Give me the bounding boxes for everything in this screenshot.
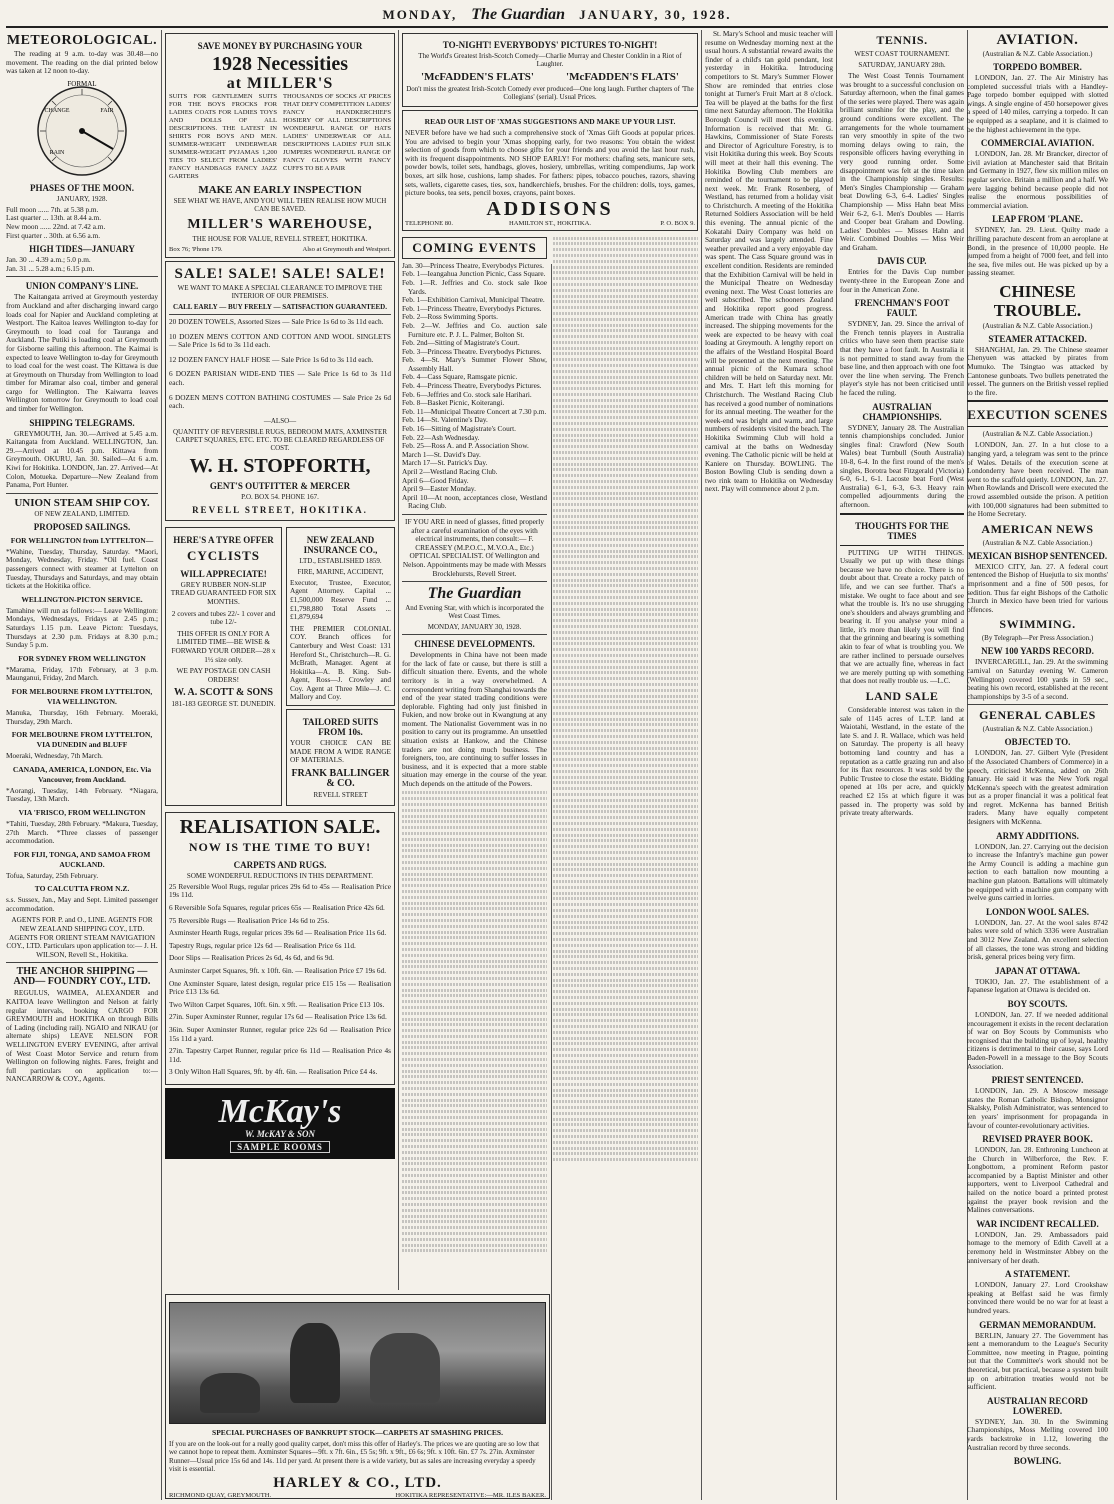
- events-head: COMING EVENTS: [412, 239, 537, 255]
- exec-text: LONDON, Jan. 27. In a hut close to a hanging yard, a telegram was sent to the prince of Wales. Details of the execution scene at Londonderry have been received. The man went to the scaffold quietly. LONDON, Jan. 27. When Rowlands and Driscoll were executed the crowd assembled outside the prison. A petition with 100,000 signatures had been submitted to the Home Secretary.: [967, 440, 1108, 519]
- swimming-heading: SWIMMING.: [999, 617, 1076, 632]
- column-tennis: [840, 30, 964, 1500]
- memo-heading: GERMAN MEMORANDUM.: [979, 1319, 1096, 1330]
- sale-item: 10 DOZEN MEN'S COTTON AND COTTON AND WOOL SINGLETS — Sale Price 1s 6d to 3s 11d each.: [169, 331, 391, 350]
- land-text: Considerable interest was taken in the sale of 1145 acres of L.T.P. land at Waiotahi, Westland, in the estate of the late S. and J. R. Wallace, which was held on Saturday. The property is all heavy bottoming land country and has a reputation as a cattle grazing run and also for its flax resources. It was sold by the Public Trustee to close the estate. Bidding opened at 10s per acre, and quickly reached £2 15s at which figure it was passed in. The property was sold by private treaty afterwards.: [840, 705, 964, 818]
- thoughts-heading: THOUGHTS FOR THE TIMES: [855, 520, 949, 541]
- sydney-heading: FOR SYDNEY FROM WELLINGTON: [18, 653, 146, 663]
- event-item: Feb. 22—Ash Wednesday.: [402, 432, 480, 442]
- realisation-head: REALISATION SALE.: [179, 815, 381, 838]
- harley-firm: HARLEY & CO., LTD.: [273, 1474, 442, 1491]
- tailored-text: YOUR CHOICE CAN BE MADE FROM A WIDE RANGE OF MATERIALS.: [290, 738, 391, 765]
- phase-item: Last quarter ... 13th. at 8.44 a.m.: [6, 213, 102, 223]
- event-item: Feb. 16—Sitting of Magistrate's Court.: [402, 424, 517, 434]
- land-heading: LAND SALE: [865, 689, 939, 704]
- frisco-heading: VIA 'FRISCO, FROM WELLINGTON: [18, 807, 146, 817]
- realisation-sub3: SOME WONDERFUL REDUCTIONS IN THIS DEPARTMENT.: [186, 871, 374, 880]
- union-text: The Kaitangata arrived at Greymouth yesterday from Auckland and after discharging inward cargo loads coal for Napier and Auckland completing at Westport. The Kaitoa leaves Wellington to-day for Greymouth to load coal for Tauranga and Auckland. The Putiki is loading coal at Greymouth for Gisborne sailing this afternoon. The Kaimai is expected to leave Wellington to-day for Greymouth to load coal for the west coast. The Kittawa is due at Greymouth on Thursday from Wellington to load timber for Miramar also coal, timber and general cargo for Wellington. The Kaiwarra leaves Wellington tomorrow for Greymouth to load coal and timber for Wellington.: [6, 292, 158, 414]
- event-item: Feb. 2nd—Sitting of Magistrate's Court.: [402, 338, 520, 348]
- japan-text: TOKIO, Jan. 27. The establishment of a Japanese legation at Ottawa is decided on.: [967, 976, 1108, 995]
- optical-text: IF YOU ARE in need of glasses, fitted properly after a careful examination of the eyes with electrical instruments, then consult:— F. CREASSEY (M.P.O.C., M.V.O.A., Etc.) OPTICAL SPECIALIST. Of Wellington and Nelson. Appointments may be made with Messrs Brocklehursts, Revell Street.: [402, 516, 547, 578]
- xmas-head: READ OUR LIST OF 'XMAS SUGGESTIONS AND MAKE UP YOUR LIST.: [424, 117, 676, 126]
- tailored-firm: FRANK BALLINGER & CO.: [291, 767, 390, 789]
- millers-warehouse: MILLER'S WAREHOUSE,: [187, 217, 373, 232]
- mckay-tag: SAMPLE ROOMS: [230, 1141, 330, 1154]
- realisation-item: 27in. Super Axminster Runner, regular 17s 6d — Realisation Price 13s 6d.: [169, 1012, 387, 1022]
- millers-lists: [169, 93, 391, 181]
- tennis-sub: WEST COAST TOURNAMENT.: [854, 50, 950, 58]
- phases-month: JANUARY, 1928.: [56, 194, 108, 203]
- agents-text: AGENTS FOR P. and O., LINE. AGENTS FOR NEW ZEALAND SHIPPING COY., LTD. AGENTS FOR ORIENT STEAM NAVIGATION COY., LTD. Particulars upon application to:— J. H. WILSON, Revell St., Hokitika.: [6, 915, 158, 959]
- realisation-item: One Axminster Square, latest design, regular price £15 15s — Realisation Price £13 13s 6d.: [169, 978, 391, 997]
- event-item: April 10—At noon, acceptances close, Westland Racing Club.: [402, 492, 547, 511]
- millers-ad: [165, 33, 395, 258]
- tennis-date: SATURDAY, JANUARY 28th.: [858, 61, 946, 69]
- millers-head1: SAVE MONEY BY PURCHASING YOUR: [197, 41, 363, 51]
- film-titles: [405, 71, 695, 84]
- sale-item: 12 DOZEN FANCY HALF HOSE — Sale Price 1s 6d to 3s 11d each.: [169, 354, 374, 364]
- tailored-head: TAILORED SUITS FROM 10s.: [302, 717, 379, 738]
- aviation-heading: AVIATION.: [996, 32, 1079, 48]
- leap-heading: LEAP FROM 'PLANE.: [992, 214, 1083, 225]
- army-text: LONDON, Jan. 27. Carrying out the decision to increase the Infantry's machine gun power the Army Council is adding a machine gun section to each battalion now mounting a machine gun platoon. Battalions will ultimately be equipped with a machine gun company with twelve guns carried in lorries.: [967, 841, 1108, 903]
- realisation-item: Door Slips — Realisation Prices 2s 6d, 4s 6d, and 6s 9d.: [169, 953, 334, 963]
- local-news-text: St. Mary's School and music teacher will resume on Wednesday morning next at the usual hours. A substantial reward awaits the finder of a child's tan gold pendant, lost yesterday in Hokitika. Introducing competitors to St. Mary's Summer Flower Show are reminded that entries close tonight at Turner's Fruit Mart at 8 o'clock. Tea will be played at the baths for the first time next Saturday afternoon. The Hokitika Borough Council will meet this evening. Information is received that Mr. G. Hawkins, Commissioner of State Forests and Director of Agriculture Forestry, is to visit Hokitika during this week. Boy Scouts will meet at their hall this evening. The Hokitika Bowling Club members are reminded of the tournament to be played next week. Mr. Frank Rosenberg, of Westland, has returned from a holiday visit to Christchurch. A meeting of the Hokitika Returned Soldiers Association will be held this evening. The annual picnic of the Kokatahi Dairy Company was held on Saturday and was largely attended. Fine weather prevailed and a very enjoyable day was spent. The Cass Square ground was in excellent condition. Residents are reminded that the Exhibition Carnival will be held in the Municipal Theatre on Wednesday evening next. The West Coast lotteries are well subscribed. The schooners Zealand and Hokitika report good progress. American trade with China has greatly increased. The shipping movements for the week are expected to be heavy with coal loading at Greymouth. A lengthy report on the affairs of the Westland Hospital Board will be presented at the next meeting. The annual picnic of the Kumara school children will be held on Saturday next. Mr. and Mrs. T. Hart left this morning for Christchurch. The Westland Racing Club has received a good number of nominations for its annual meeting. The weather for the week-end was bright and warm, and large numbers of residents visited the beach. The Hokitika Swimming Club will hold a carnival at the baths on Wednesday evening. The Catholic picnic will be held at Kaniere on Thursday. BOWLING. The Boston Bowling Club is sending down a two rink team to Hokitika on Wednesday next. Play will commence about 2 p.m.: [705, 30, 833, 494]
- aust-text: SYDNEY, January 28. The Australian tennis championships concluded. Junior singles final: Crawford (New South Wales) beat Turnbull (South Australia) 10-8, 6-4. In the first round of the men's singles, Borotra beat Fitzgerald (Victoria) 6-0, 6-1, 6-1. Lacoste beat Ford (West Australia) 6-1, 6-3, 6-3. Heavy rain compelled adjournments during the afternoon.: [840, 422, 964, 509]
- guardian-title: The Guardian: [427, 585, 522, 603]
- event-item: Feb. 1—Ieangahua Junction Picnic, Cass Square.: [402, 269, 546, 279]
- phases-heading: PHASES OF THE MOON.: [29, 182, 134, 193]
- sale-sub: WE WANT TO MAKE A SPECIAL CLEARANCE TO IMPROVE THE INTERIOR OF OUR PREMISES.: [177, 284, 383, 300]
- tailored-ad: [286, 709, 395, 806]
- tennis-heading: TENNIS.: [876, 33, 928, 47]
- stopforth-sub: GENT'S OUTFITTER & MERCER: [209, 480, 351, 491]
- prayer-text: LONDON, Jan. 28. Enthroning Luncheon at the Church in Wilberforce, the Rev. F. Longbottom, a prominent Reform pastor accompanied by a Baptist Minister and other supporters, went to Liverpool Cathedral and nailed on the notice board a printed protest against the prayer book revision and the Malines conversations.: [967, 1145, 1108, 1215]
- events-column: [402, 234, 547, 1255]
- dial-top-label: FORMAL: [67, 79, 97, 88]
- barometer-dial: [6, 79, 158, 179]
- pictures-ad: [402, 33, 698, 107]
- millers-box: Box 76; 'Phone 179.: [169, 246, 223, 253]
- exec-heading: EXECUTION SCENES: [967, 407, 1108, 423]
- scouts-text: LONDON, Jan. 27. If we needed additional encouragement it exists in the recent declaration of war on Boy Scouts by Communists who recognised that the building up of loyal, healthy citizens is detrimental to their cause, says Lord Baden-Powell in a message to the Boy Scouts Association.: [967, 1009, 1108, 1071]
- tides-heading: HIGH TIDES—JANUARY: [29, 244, 135, 255]
- american-heading: AMERICAN NEWS: [981, 521, 1094, 536]
- addisons-footer: [405, 220, 695, 228]
- memo-text: BERLIN, January 27. The Government has sent a memorandum to the League's Security Committee, now meeting in Prague, pointing out that the Committee's work should not be theoretical, but practical, because a system built up on arbitration treaties would not be sufficient.: [967, 1330, 1108, 1392]
- prayer-heading: REVISED PRAYER BOOK.: [982, 1134, 1093, 1145]
- event-item: March 17—St. Patrick's Day.: [402, 458, 488, 468]
- phase-item: New moon ...... 22nd. at 7.42 a.m.: [6, 221, 106, 231]
- phase-item: First quarter .. 30th. at 6.56 a.m.: [6, 230, 101, 240]
- realisation-item: Tapestry Rugs, regular price 12s 6d — Realisation Price 6s 11d.: [169, 940, 356, 950]
- column-local-news: [705, 30, 833, 1500]
- harley-text: If you are on the look-out for a really good quality carpet, don't miss this offer of Harley's. The prices we are quoting are so low that we cannot hope to repeat them. Axminster Squares—9ft. x 7ft. 6in., £5 5s; 9ft. x 9ft., £6 6s; 9ft. x 10ft. 6in. £7 7s. 27in. Axminster Runner—Usual price 15s 6d and 14s. 11d per yard. At present there is a wide variety, but as sales are increasing everyday a speedy visit is essential.: [169, 1440, 540, 1474]
- tyre-l6: THIS OFFER IS ONLY FOR A LIMITED TIME—BE WISE & FORWARD YOUR ORDER—28 x 1½ size only.: [171, 628, 276, 664]
- column-3b: [553, 234, 698, 1255]
- guardian-date: MONDAY, JANUARY 30, 1928.: [427, 623, 522, 632]
- mckay-name: McKay's: [218, 1092, 342, 1130]
- event-item: Feb. 11—Municipal Theatre Concert at 7.30 p.m.: [402, 406, 547, 416]
- newspaper-page: [6, 4, 1108, 1500]
- millers-warehouse-sub: THE HOUSE FOR VALUE, REVELL STREET, HOKITIKA.: [192, 235, 368, 243]
- comm-heading: COMMERCIAL AVIATION.: [980, 138, 1095, 149]
- xmas-text: NEVER before have we had such a comprehensive stock of 'Xmas Gift Goods at popular prices. You are advised to begin your 'Xmas shopping early, for two reasons: You obtain the widest selection of goods from which to choose gifts for your friends and you avoid the last hour rush, with its frequent disappointments. NO SHOP EARLY! For mothers: chafing sets, manicure sets, powder bowls, toilet sets, handbags, gloves, hosiery, umbrellas, writing compendiums, Jap work boxes, art silk hose, cushions, lamp shades. For fathers: pipes, tobacco pouches, razors, shaving sets, wallets, cigarette cases, ties, sox, handkerchiefs, brushes. For the children: dolls, toys, games, picture books, tea sets, pencil boxes, crayons, paint boxes.: [405, 128, 695, 198]
- fiji-text: Tofua, Saturday, 25th February.: [6, 870, 99, 880]
- davis-text: Entries for the Davis Cup number twenty-three in the European Zone and four in the American Zone.: [840, 267, 964, 294]
- harley-addr: RICHMOND QUAY, GREYMOUTH.: [169, 1491, 272, 1499]
- event-item: Feb. 8—Basket Picnic, Koiterangi.: [402, 398, 505, 408]
- stopforth-addr: REVELL STREET, HOKITIKA.: [192, 504, 368, 515]
- tonight-head: TO-NIGHT! EVERYBODYS' PICTURES TO-NIGHT!: [442, 40, 658, 50]
- swim-record-heading: NEW 100 YARDS RECORD.: [981, 646, 1094, 657]
- sale-item: 20 DOZEN TOWELS, Assorted Sizes — Sale Price 1s 6d to 3s 11d each.: [169, 317, 384, 326]
- thoughts-text: PUTTING UP WITH THINGS. Usually we put up with these things because we have no choice. There is no doubt about that. Create a rocky patch of life, and we can see further. That's a mistake. We ought to face about and see what the trouble is. It's no use shrugging one's shoulders and always grumbling and bearing it. If you analyse your mind a little, it's more than likely you will find that the grinning and bearing is something akin to fear of what is troubling you. We are rather inclined to persuade ourselves that we are actually fine, whereas in fact we are merely putting up with something that does not really trouble us. —L.C.: [840, 547, 964, 686]
- film-title-2: 'McFADDEN'S FLATS': [566, 71, 679, 83]
- event-item: Feb. 6—Jeffries and Co. stock sale Harihari.: [402, 389, 532, 399]
- french-heading: FRENCHMAN'S FOOT FAULT.: [854, 298, 950, 319]
- realisation-sub2: CARPETS AND RUGS.: [233, 859, 327, 870]
- japan-heading: JAPAN AT OTTAWA.: [994, 965, 1081, 976]
- tyre-l4: GREY RUBBER NON-SLIP TREAD GUARANTEED FOR SIX MONTHS.: [170, 579, 277, 606]
- events-guardian-row: [402, 234, 698, 1255]
- event-item: Feb. 25—Ross A. and P. Association Show.: [402, 441, 529, 451]
- event-item: April 6—Good Friday.: [402, 475, 469, 485]
- right-ads: [286, 524, 395, 809]
- film-title-1: 'McFADDEN'S FLATS': [421, 71, 534, 83]
- exec-sub: (Australian & N.Z. Cable Association.): [982, 430, 1093, 439]
- tyre-l1: HERE'S A TYRE OFFER: [173, 534, 274, 545]
- millers-right-list: THOUSANDS OF SOCKS AT PRICES THAT DEFY COMPETITION LADIES' FANCY HANDKERCHIEFS HOSIERY OF ALL DESCRIPTIONS WONDERFUL RANGE OF HATS LADIES' UNDERWEAR OF ALL DESCRIPTIONS LADIES' FUJI SILK JUMPERS WONDERFUL RANGE OF FANCY GLOVES WITH FANCY CUFFS TO BE A PAIR: [283, 93, 391, 172]
- barometer-icon: [27, 79, 137, 179]
- nzins-head: NEW ZEALAND INSURANCE CO.,: [303, 534, 378, 555]
- event-item: Feb. 4—St. Mary's Summer Flower Show, Assembly Hall.: [402, 355, 547, 373]
- tennis-text: The West Coast Tennis Tournament was brought to a successful conclusion on Saturday afternoon, when the final games of the series were played. There was again brilliant sunshine for the play, and the ground conditions were excellent. The arrangements for the whole tournament ran very smoothly in spite of the two morning delays owing to rain, the responsible officers having everything in very good running order. Some disappointment was felt at the time taken in the Championship singles. Results: Men's Singles Championship — Graham beat Dowling 6-3, 6-4. Ladies' Singles Championship — Miss Hahn beat Miss Weir 6-2, 6-1. Men's Doubles — Harris and Cooper beat Graham and Dowling. Ladies' Doubles — Misses Hahn and Weir. Combined Doubles — Miss Weir and Graham.: [840, 71, 964, 252]
- addisons-box: P. O. BOX 9.: [660, 219, 696, 227]
- chinese-sub: (Australian & N.Z. Cable Association.): [982, 321, 1093, 330]
- sale-call: CALL EARLY — BUY FREELY — SATISFACTION GUARANTEED.: [173, 303, 387, 311]
- addisons-ad: [402, 110, 698, 231]
- event-item: Feb. 4—Cass Square, Ramsgate picnic.: [402, 372, 518, 382]
- realisation-item: 3 Only Wilton Hall Squares, 9ft. by 4ft. 6in. — Realisation Price £4 4s.: [169, 1067, 378, 1077]
- record-heading: AUSTRALIAN RECORD LOWERED.: [987, 1395, 1088, 1416]
- nzins-sub: LTD., ESTABLISHED 1859.: [299, 556, 382, 565]
- realisation-item: 25 Reversible Wool Rugs, regular prices 29s 6d to 45s — Realisation Price 19s 11d.: [169, 881, 391, 900]
- bishop-text: MEXICO CITY, Jan. 27. A federal court sentenced the Bishop of Huejutla to six months' imprisonment and a fine of 500 pesos, for sedition. Thus far eight Bishops of the Catholic Church in Mexico have been tried for various offences.: [967, 561, 1108, 614]
- coming-events-box: [402, 237, 547, 259]
- sydney-text: *Marama, Friday, 17th February, at 3 p.m. Maunganui, Friday, 2nd March.: [6, 664, 158, 683]
- comm-text: LONDON, Jan. 28. Mr Brancker, director of civil aviation at Manchester said that Britain and Germany in 1927, flew six million miles on regular service. Britain a million and a half. We were lagging behind because people did not realise the enormous possibilities of commercial aviation.: [967, 149, 1108, 210]
- meteorological-text: The reading at 9 a.m. to-day was 30.48—no movement. The reading on the dial printed below was taken at 12 noon to-day.: [6, 49, 158, 76]
- mckay-sub: W. McKAY & SON: [244, 1128, 315, 1139]
- realisation-item: 75 Reversible Rugs — Realisation Price 14s 6d to 25s.: [169, 915, 330, 925]
- bowling-heading: BOWLING.: [1013, 1456, 1062, 1467]
- stopforth-box: P.O. BOX 54. PHONE 167.: [241, 492, 319, 501]
- bishop-heading: MEXICAN BISHOP SENTENCED.: [967, 550, 1108, 561]
- event-item: Jan. 30—Princess Theatre, Everybodys Pictures.: [402, 260, 544, 270]
- war-text: LONDON, Jan. 29. Ambassadors paid homage to the memory of Edith Cavell at a ceremony held in Westminster Abbey on the anniversary of her death.: [967, 1229, 1108, 1265]
- event-item: Feb. 2—W. Jeffries and Co. auction sale Furniture etc. P. J. L. Palmer, Bolton St.: [402, 320, 547, 339]
- cables-heading: GENERAL CABLES: [979, 708, 1096, 723]
- wool-heading: LONDON WOOL SALES.: [985, 906, 1090, 917]
- tyre-ad: [165, 527, 282, 806]
- tonight-text: The World's Greatest Irish-Scotch Comedy—Charlie Murray and Chester Conklin in a Riot of Laughter.: [418, 52, 682, 68]
- sale-heading: SALE! SALE! SALE! SALE!: [174, 266, 386, 282]
- tyre-l7: WE PAY POSTAGE ON CASH ORDERS!: [176, 666, 271, 684]
- editorial-continued: [402, 791, 547, 1252]
- american-sub: (Australian & N.Z. Cable Association.): [982, 538, 1093, 547]
- swim-record-text: INVERCARGILL, Jan. 29. At the swimming carnival on Saturday evening W. Cameron (Wellington) covered 100 yards in 59 sec., beating his own record, established at the recent championships by 3-5 of a second.: [967, 657, 1108, 701]
- fiji-heading: FOR FIJI, TONGA, AND SAMOA FROM AUCKLAND.: [13, 849, 151, 869]
- editorial-head: CHINESE DEVELOPMENTS.: [414, 639, 535, 650]
- editorial-text: Developments in China have not been made for the lack of fate or cause, but there is still a difficult situation there. Events, and the whole territory is in a way overwhelmed. A correspondent writing from Shanghai towards the end of the year stated trading conditions were deplorable. Fighting had only just finished in Fukien, and now broke out in Kwangtung at any moment. The Nationalist Government was in no position to carry out its programme. An unsettled situation exists at Hankow, and the Chinese traders are not doing much business. The foreigners, too, are continuing to suffer losses in business, and it is expected that a more stable situation may emerge in the course of the year. Much depends on the attitude of the Powers.: [402, 650, 547, 789]
- anchor-heading: THE ANCHOR SHIPPING —AND— FOUNDRY COY., LTD.: [13, 966, 151, 988]
- cables-sub: (Australian & N.Z. Cable Association.): [982, 725, 1093, 734]
- masthead: [6, 4, 1108, 28]
- shipping-heading: SHIPPING TELEGRAMS.: [29, 417, 135, 428]
- priest-heading: PRIEST SENTENCED.: [991, 1075, 1084, 1086]
- realisation-item: 27in. Tapestry Carpet Runner, regular price 6s 11d — Realisation Price 4s 11d.: [169, 1046, 391, 1064]
- torpedo-heading: TORPEDO BOMBER.: [993, 62, 1082, 72]
- davis-heading: DAVIS CUP.: [877, 256, 927, 267]
- priest-text: LONDON, Jan. 29. A Moscow message states the Roman Catholic Bishop, Monsignor Skalsky, Polish Administrator, was sentenced to ten years' imprisonment for propaganda in favour of counter-revolutionary activities.: [967, 1086, 1108, 1130]
- event-item: Feb. 1—Exhibition Carnival, Municipal Theatre.: [402, 295, 545, 305]
- canada-text: *Aorangi, Tuesday, 14th February. *Niagara, Tuesday, 13th March.: [6, 785, 158, 804]
- stopforth-name: W. H. STOPFORTH,: [189, 454, 371, 477]
- anchor-text: REGULUS, WAIMEA, ALEXANDER and KAITOA leave Wellington and Nelson at fairly regular intervals, booking CARGO FOR GREYMOUTH and HOKITIKA on through Bills of Lading (including rail). NGAIO and NIKAU (or alternate ships) LEAVE NELSON FOR WELLINGTON EVERY EVENING, after arrival of West Coast Motor Service and return from Wellington on following nights. Fares, freight and full particulars on application to:— NANCARROW & COY., Agents.: [6, 988, 158, 1084]
- nzins-text: Executor, Trustee, Executor, Agent Attorney. Capital ... £1,500,000 Reserve Fund ... £1,798,880 Total Assets ... £1,879,694: [290, 577, 391, 622]
- event-item: Feb. 4—Princess Theatre, Everybodys Pictures.: [402, 381, 542, 391]
- realisation-item: Axminster Hearth Rugs, regular prices 39s 6d — Realisation Price 11s 6d.: [169, 928, 387, 938]
- tyre-l3: WILL APPRECIATE!: [180, 568, 267, 579]
- millers-left-list: SUITS FOR GENTLEMEN SUITS FOR THE BOYS FROCKS FOR LADIES COATS FOR LADIES TOYS AND DOLLS OF ALL DESCRIPTIONS. THE LATEST IN SHIRTS FOR BOYS AND MEN. SUMMER-WEIGHT UNDERWEAR SUMMER-WEIGHT PYJAMAS 1,200 TIES TO SELECT FROM LADIES' FANCY HANDBAGS FANCY JAZZ GARTERS: [169, 93, 277, 180]
- event-item: March 1—St. David's Day.: [402, 449, 481, 459]
- tailored-addr: REVELL STREET: [313, 790, 368, 799]
- army-heading: ARMY ADDITIONS.: [996, 830, 1079, 841]
- dial-change-label: CHANGE: [44, 107, 70, 114]
- torpedo-text: LONDON, Jan. 27. The Air Ministry has completed successful trials with a Handley-Page torpedo bomber equipped with slotted wings. A single engine of 450 horsepower gives a speed of 140 miles, carrying a torpedo. It can be equipped as a seaplane, and it is claimed to be the highest achievement in the type.: [967, 73, 1108, 134]
- war-heading: WAR INCIDENT RECALLED.: [976, 1218, 1099, 1229]
- objected-heading: OBJECTED TO.: [1004, 737, 1071, 748]
- phase-item: Full moon ...... 7th. at 5.38 p.m.: [6, 204, 99, 214]
- masthead-title: The Guardian: [471, 6, 566, 23]
- realisation-ad: [165, 812, 395, 1085]
- tide-item: Jan. 31 ... 5.28 a.m.; 6.15 p.m.: [6, 263, 95, 273]
- melbourne2-text: Moeraki, Wednesday, 7th March.: [6, 751, 103, 761]
- tide-item: Jan. 30 ... 4.39 a.m.; 5.0 p.m.: [6, 255, 91, 265]
- melbourne1-heading: FOR MELBOURNE FROM LYTTELTON, VIA WELLINGTON.: [11, 686, 153, 706]
- addisons-name: ADDISONS: [486, 197, 614, 220]
- chinese-heading: CHINESE TROUBLE.: [993, 281, 1082, 320]
- swimming-sub: (By Telegraph—Per Press Association.): [981, 634, 1094, 643]
- column-2: [165, 30, 395, 1290]
- frisco-text: *Tahiti, Tuesday, 28th February. *Makura, Tuesday, 27th March. *Three classes of passenger accommodation.: [6, 818, 158, 846]
- column-1: [6, 30, 158, 1500]
- event-item: Feb. 1—Princess Theatre, Everybodys Pictures.: [402, 303, 542, 313]
- news-filler: [553, 237, 698, 1162]
- meteorological-heading: METEOROLOGICAL.: [6, 33, 158, 48]
- lyttelton-heading: FOR WELLINGTON from LYTTELTON—: [10, 535, 154, 545]
- objected-text: LONDON, Jan. 27. Gilbert Vyle (President of the Associated Chambers of Commerce) in a speech, criticised McKenna, added on 26th January. He said it was the New York regal McKenna's speech with the greatest admiration but as a proper financial it was a political feat and regret. McKenna has banned British traders. Many have equally competent designers with McKenna.: [967, 748, 1108, 827]
- steamer-text: SHANGHAI, Jan. 29. The Chinese steamer Chenyuen was attacked by pirates from Mumuko. The Tsingtao was attacked by Cantonese gunboats. Two bullets penetrated the vessel. The gunners on the British vessel replied to the fire.: [967, 344, 1108, 397]
- realisation-item: 36in. Super Axminster Runner, regular price 22s 6d — Realisation Price 15s 11d a yard.: [169, 1024, 391, 1043]
- calcutta-text: s.s. Sussex, Jan., May and Sept. Limited passenger accommodation.: [6, 895, 158, 913]
- nz-insurance-ad: [286, 527, 395, 706]
- picton-heading: WELLINGTON-PICTON SERVICE.: [21, 594, 143, 604]
- statement-heading: A STATEMENT.: [1004, 1269, 1070, 1280]
- leap-text: SYDNEY, Jan. 29. Lieut. Quilty made a thrilling parachute descent from an aeroplane at Bondi, in the presence of 10,000 people. He jumped from a height of 7000 feet, and fell into the sea, five miles out. He was picked up by a passing steamer.: [967, 225, 1108, 278]
- nzins-text2: THE PREMIER COLONIAL COY. Branch offices for Canterbury and West Coast: 131 Hereford St., Christchurch—R. G. McBrath, Manager. Agent at Hokitika—A. B. King. Sub-Agent, Ross—J. Crowley and Coy. Agent at Three Mile—J. C. Mallory and Coy.: [290, 623, 391, 702]
- realisation-item: Two Wilton Carpet Squares, 10ft. 6in. x 9ft. — Realisation Price £13 10s.: [169, 999, 385, 1009]
- event-item: April 9—Easter Monday.: [402, 484, 476, 494]
- event-item: Feb. 1—R. Jeffries and Co. stock sale Ikoe Yards.: [402, 277, 547, 296]
- nzins-kinds: FIRE, MARINE, ACCIDENT,: [297, 567, 384, 576]
- harley-rep: HOKITIKA REPRESENTATIVE:—MR. ILES BAKER.: [395, 1491, 546, 1499]
- event-item: April 2—Westland Racing Club.: [402, 467, 498, 476]
- proposed-heading: PROPOSED SAILINGS.: [33, 521, 131, 532]
- statement-text: LONDON, January 27. Lord Crookshaw speaking at Belfast said he was firmly convinced there would be no war for at least a hundred years.: [967, 1280, 1108, 1315]
- tyre-firm: W. A. SCOTT & SONS: [174, 687, 273, 699]
- event-item: Feb. 3—Princess Theatre. Everybodys Pictures.: [402, 346, 542, 356]
- uss-heading: UNION STEAM SHIP COY.: [14, 496, 150, 509]
- millers-inspect: MAKE AN EARLY INSPECTION: [198, 184, 362, 196]
- millers-also: Also at Greymouth and Westport.: [302, 246, 391, 253]
- film-sub: Don't miss the greatest Irish-Scotch Comedy ever produced—One long laugh. Further chapters of 'The Collegians' (serial). Usual Prices.: [406, 85, 694, 101]
- guardian-motto: And Evening Star, with which is incorporated the West Coast Times.: [405, 604, 544, 621]
- ads-row: [165, 524, 395, 809]
- millers-footer: [169, 246, 391, 254]
- realisation-sub: NOW IS THE TIME TO BUY!: [188, 839, 372, 854]
- column-3: [402, 30, 698, 1500]
- realisation-item: 6 Reversible Sofa Squares, regular prices 65s — Realisation Price 42s 6d.: [169, 903, 385, 913]
- millers-head3: at MILLER'S: [226, 75, 334, 92]
- aust-heading: AUSTRALIAN CHAMPIONSHIPS.: [862, 401, 942, 422]
- calcutta-heading: TO CALCUTTA FROM N.Z.: [34, 884, 130, 894]
- aviation-sub: (Australian & N.Z. Cable Association.): [982, 50, 1093, 58]
- picton-text: Tamahine will run as follows:— Leave Wellington: Mondays, Wednesdays, Fridays at 2.45 p.m.; Saturdays 1.15 p.m. Leave Picton: Tuesdays, Thursdays at 2.30 p.m. Fridays at 8.30 p.m.; Sunday 5 p.m.: [6, 605, 158, 650]
- phases-list: [6, 206, 158, 240]
- melbourne2-heading: FOR MELBOURNE FROM LYTTELTON, VIA DUNEDIN and BLUFF: [11, 730, 153, 750]
- tyre-l5: 2 covers and tubes 22/- 1 cover and tube 12/-: [171, 608, 276, 627]
- addisons-addr: HAMILTON ST., HOKITIKA.: [508, 219, 592, 227]
- sale-item: 6 DOZEN MEN'S COTTON BATHING COSTUMES — Sale Price 2s 6d each.: [169, 392, 391, 411]
- sale-also: —ALSO—: [263, 416, 297, 425]
- stopforth-ad: [165, 261, 395, 521]
- realisation-item: Axminster Carpet Squares, 9ft. x 10ft. 6in. — Realisation Price £7 19s 6d.: [169, 966, 387, 975]
- record-text: SYDNEY, Jan. 30. In the Swimming Championships, Moss Melling covered 100 yards backstroke in 1.12, lowering the Australian record by three seconds.: [967, 1416, 1108, 1452]
- masthead-date: JANUARY, 30, 1928.: [579, 7, 732, 22]
- events-list: [402, 262, 547, 511]
- millers-inspect-sub: SEE WHAT WE HAVE, AND YOU WILL THEN REALISE HOW MUCH CAN BE SAVED.: [173, 197, 387, 213]
- wool-text: LONDON, Jan. 27. At the wool sales 8742 bales were sold of which 3336 were Australian and 3012 New Zealand. An excellent selection of all classes, the tone was strong and bidding brisk, general prices being very firm.: [967, 917, 1108, 962]
- scouts-heading: BOY SCOUTS.: [1007, 998, 1068, 1009]
- column-aviation: [967, 30, 1108, 1500]
- addisons-tel: TELEPHONE 80.: [405, 219, 453, 227]
- dial-rain-label: RAIN: [49, 149, 65, 156]
- millers-head2: 1928 Necessities: [211, 53, 349, 75]
- tyre-l2: CYCLISTS: [186, 547, 261, 563]
- union-heading: UNION COMPANY'S LINE.: [25, 281, 139, 292]
- tyre-addr: 181-183 GEORGE ST. DUNEDIN.: [171, 699, 276, 709]
- sale-also-text: QUANTITY OF REVERSIBLE RUGS, BEDROOM MATS, AXMINSTER CARPET SQUARES, ETC. ETC. TO BE CLEARED REGARDLESS OF COST.: [172, 427, 388, 452]
- canada-heading: CANADA, AMERICA, LONDON, Etc. Via Vancouver, from Auckland.: [12, 764, 152, 784]
- event-item: Feb. 14—St. Valentine's Day.: [402, 415, 488, 425]
- lyttelton-text: *Wahine, Tuesday, Thursday, Saturday. *Maori, Monday, Wednesday, Friday. *Oil fuel. Coast passengers connect with steamer at Lyttelton on Tuesday, Thursdays and Saturdays, and may obtain tickets at the Hokitika office.: [6, 546, 158, 591]
- shipping-text: GREYMOUTH, Jan. 30.—Arrived at 5.45 a.m. Kaitangata from Auckland. WELLINGTON, Jan. 29.—Arrived at 10.45 p.m. Kittawa from Greymouth. OKURU, Jan. 30. Sailed—At 6 a.m. Kiwi for Hokitika. LONDON, Jan. 27. Arrived—At Colon, Motueka. Departure—New Zealand from Panama, Port Hunter.: [6, 428, 158, 490]
- uss-subheading: OF NEW ZEALAND, LIMITED.: [34, 509, 130, 518]
- mckay-ad: [165, 1088, 395, 1159]
- masthead-day: MONDAY,: [382, 7, 458, 22]
- steamer-heading: STEAMER ATTACKED.: [988, 333, 1087, 344]
- melbourne1-text: Manuka, Thursday, 16th February. Moeraki, Thursday, 29th March.: [6, 707, 158, 726]
- sale-item: 6 DOZEN PARISIAN WIDE-END TIES — Sale Price 1s 6d to 3s 11d each.: [169, 369, 391, 387]
- harley-caption: SPECIAL PURCHASES OF BANKRUPT STOCK—CARPETS AT SMASHING PRICES.: [212, 1428, 503, 1437]
- event-item: Feb. 2—Ross Swimming Sports.: [402, 312, 498, 322]
- french-text: SYDNEY, Jan. 29. Since the arrival of the French tennis players in Australia critics who have seen them practise state that they have a foot fault. In Australia it is not permitted to stand away from the base line, and then approach with one foot over the line when serving. The French player's style has not been criticised until he faced the ruling.: [840, 319, 964, 397]
- dial-fair-label: FAIR: [100, 107, 114, 114]
